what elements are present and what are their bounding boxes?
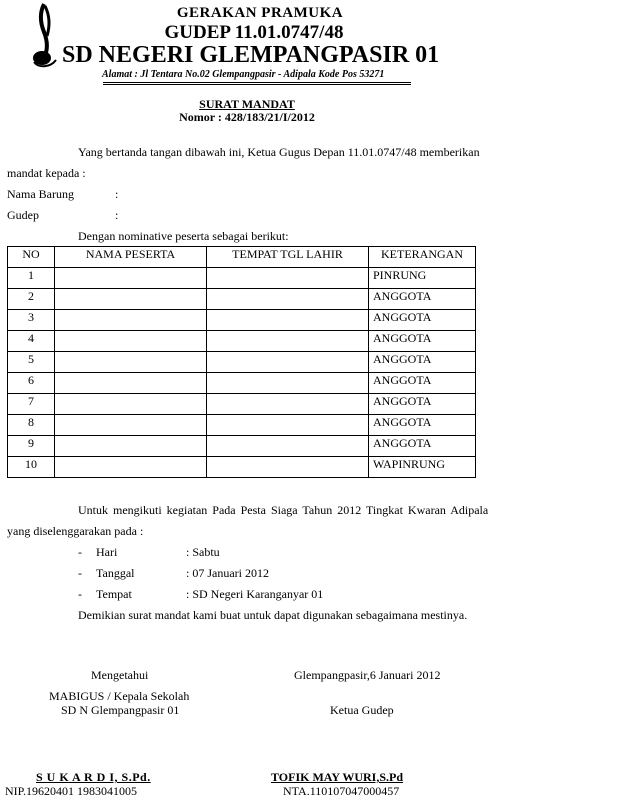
detail-label-place: Tempat (96, 587, 132, 601)
letter-title: SURAT MANDAT (199, 97, 295, 111)
place-date: Glempangpasir,6 Januari 2012 (294, 668, 441, 682)
detail-value-place: : SD Negeri Karanganyar 01 (186, 587, 324, 601)
principal-name: S U K A R D I, S.Pd. (36, 770, 151, 784)
row-note: ANGGOTA (369, 436, 476, 457)
row-note: PINRUNG (369, 268, 476, 289)
row-note: ANGGOTA (369, 331, 476, 352)
table-row (8, 310, 476, 331)
row-birth (207, 289, 369, 310)
table-row (8, 331, 476, 352)
row-no: 2 (8, 289, 55, 310)
principal-nip: NIP.19620401 1983041005 (5, 784, 138, 798)
leader-nta: NTA.110107047000457 (283, 784, 400, 798)
detail-label-date: Tanggal (96, 566, 135, 580)
row-name (55, 289, 207, 310)
row-name (55, 415, 207, 436)
barung-colon: : (115, 187, 119, 201)
header-birth: TEMPAT TGL LAHIR (207, 247, 369, 268)
row-name (55, 394, 207, 415)
table-row (8, 289, 476, 310)
org-name: GERAKAN PRAMUKA (176, 5, 344, 21)
row-note: WAPINRUNG (369, 457, 476, 478)
table-header-row (8, 247, 476, 268)
row-no: 8 (8, 415, 55, 436)
row-no: 4 (8, 331, 55, 352)
known-label: Mengetahui (91, 668, 149, 682)
gudep-label: Gudep (7, 208, 39, 222)
row-name (55, 268, 207, 289)
header-separator (103, 82, 411, 83)
gudep-number: GUDEP 11.01.0747/48 (164, 22, 344, 43)
detail-dash: - (78, 545, 82, 559)
intro-line2: mandat kepada : (7, 166, 86, 180)
row-birth (207, 373, 369, 394)
table-row (8, 457, 476, 478)
detail-dash: - (78, 566, 82, 580)
row-birth (207, 415, 369, 436)
table-row (8, 394, 476, 415)
row-birth (207, 352, 369, 373)
table-row (8, 373, 476, 394)
row-birth (207, 268, 369, 289)
header-note: KETERANGAN (369, 247, 476, 268)
row-name (55, 373, 207, 394)
detail-value-day: : Sabtu (186, 545, 220, 559)
gudep-colon: : (115, 208, 119, 222)
barung-label: Nama Barung (7, 187, 74, 201)
row-name (55, 436, 207, 457)
principal-school: SD N Glempangpasir 01 (61, 703, 180, 717)
row-no: 7 (8, 394, 55, 415)
school-address: Alamat : Jl Tentara No.02 Glempangpasir - Adipala Kode Pos 53271 (102, 69, 385, 80)
row-birth (207, 394, 369, 415)
detail-label-day: Hari (96, 545, 118, 559)
row-note: ANGGOTA (369, 289, 476, 310)
row-no: 5 (8, 352, 55, 373)
table-row (8, 415, 476, 436)
header-separator-2 (103, 84, 411, 85)
row-note: ANGGOTA (369, 373, 476, 394)
leader-role: Ketua Gudep (330, 703, 394, 717)
event-line1: Untuk mengikuti kegiatan Pada Pesta Siaga Tahun 2012 Tingkat Kwaran Adipala (78, 503, 489, 517)
principal-role: MABIGUS / Kepala Sekolah (49, 689, 190, 703)
row-name (55, 310, 207, 331)
row-no: 10 (8, 457, 55, 478)
row-no: 6 (8, 373, 55, 394)
row-birth (207, 331, 369, 352)
row-name (55, 331, 207, 352)
detail-value-date: : 07 Januari 2012 (186, 566, 269, 580)
school-name: SD NEGERI GLEMPANGPASIR 01 (62, 42, 440, 68)
row-note: ANGGOTA (369, 310, 476, 331)
intro-line1: Yang bertanda tangan dibawah ini, Ketua Gugus Depan 11.01.0747/48 memberikan (78, 145, 480, 159)
row-note: ANGGOTA (369, 394, 476, 415)
row-name (55, 457, 207, 478)
header-name: NAMA PESERTA (55, 247, 207, 268)
participant-table (7, 246, 476, 478)
row-birth (207, 436, 369, 457)
closing-text: Demikian surat mandat kami buat untuk dapat digunakan sebagaimana mestinya. (78, 608, 468, 622)
leader-name: TOFIK MAY WURI,S.Pd (271, 770, 404, 784)
header-no: NO (8, 247, 55, 268)
detail-dash: - (78, 587, 82, 601)
row-birth (207, 310, 369, 331)
row-note: ANGGOTA (369, 352, 476, 373)
nominative-text: Dengan nominative peserta sebagai berikut: (78, 229, 289, 243)
table-row (8, 352, 476, 373)
row-no: 9 (8, 436, 55, 457)
table-row (8, 268, 476, 289)
row-birth (207, 457, 369, 478)
event-line2: yang diselenggarakan pada : (7, 524, 144, 538)
letter-number: Nomor : 428/183/21/I/2012 (179, 110, 315, 124)
row-no: 3 (8, 310, 55, 331)
row-name (55, 352, 207, 373)
table-row (8, 436, 476, 457)
row-no: 1 (8, 268, 55, 289)
row-note: ANGGOTA (369, 415, 476, 436)
